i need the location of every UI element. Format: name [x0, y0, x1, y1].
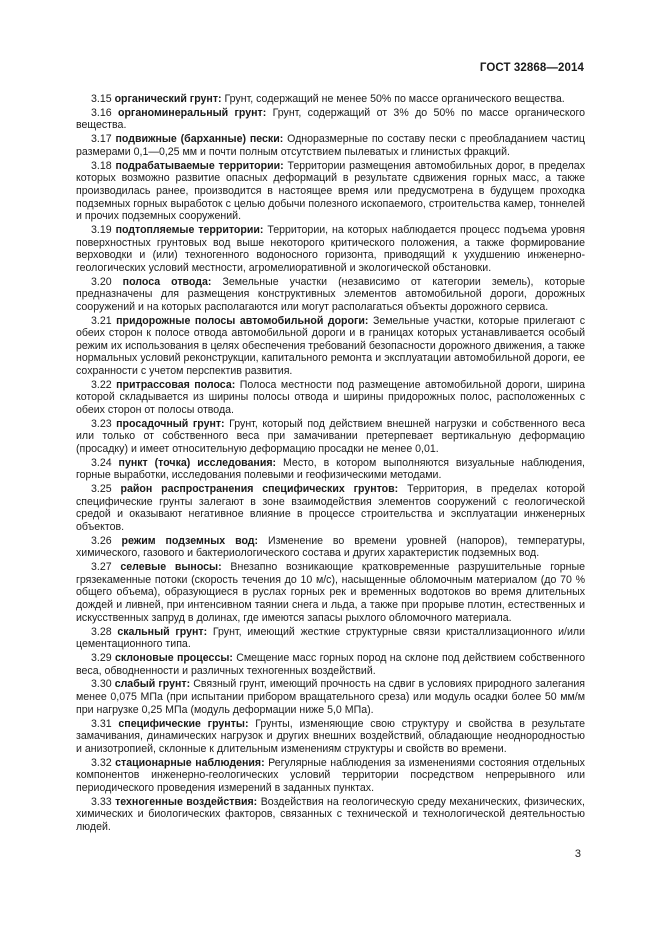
- term-definition: [76, 796, 585, 834]
- term-title: селевые выносы:: [120, 561, 222, 574]
- term-text: Воздействия на геологическую среду механических, физических, химических и биологических факторов, связанных с технической и технологической деятельностью людей.: [76, 795, 585, 833]
- term-title: скальный грунт:: [117, 625, 208, 638]
- term-text: Регулярные наблюдения за изменениями состояния отдельных компонентов инженерно-геологических условий территории посредством непрерывного или периодического проведения измерений в заданных пунктах.: [76, 756, 585, 794]
- term-number: 3.29: [91, 651, 112, 664]
- term-definition: [76, 93, 585, 106]
- term-text: Внезапно возникающие кратковременные разрушительные горные грязекаменные потоки (скорость течения до 10 м/с), насыщенные обломочным материалом (до 70 % общего объема), образующиеся в руслах горных рек и временных водотоков во время длительных дождей и ливней, при интенсивном таянии снега и льда, а также при прорыве плотин, естественных и искусственных запруд в долинах, где имеются запасы рыхлого обломочного материала.: [76, 561, 585, 624]
- term-title: склоновые процессы:: [114, 651, 233, 664]
- term-number: 3.26: [91, 534, 112, 547]
- term-title: полоса отвода:: [122, 275, 212, 288]
- term-text: Грунт, имеющий жесткие структурные связи кристаллизационного и/или цементационного типа.: [76, 625, 585, 651]
- term-title: придорожные полосы автомобильной дороги:: [116, 314, 369, 327]
- term-definition: [76, 561, 585, 624]
- term-definition: [76, 535, 585, 560]
- term-number: 3.17: [91, 133, 112, 146]
- term-text: Территория, в пределах которой специфические грунты залегают в зоне взаимодействия элементов сооружений с геологической средой и оказывают негативное влияние в процессе строительства и эксплуатации инженерных объектов.: [76, 483, 585, 533]
- term-text: Грунт, который под действием внешней нагрузки и собственного веса или только от собственного веса при замачивании претерпевает вертикальную деформацию (просадку) и имеет относительную деформацию просадки не менее 0,01.: [76, 417, 585, 455]
- term-text: Грунт, содержащий от 3% до 50% по массе органического вещества.: [76, 106, 585, 132]
- term-title: режим подземных вод:: [121, 534, 259, 547]
- term-definition: [76, 224, 585, 274]
- term-title: органоминеральный грунт:: [117, 106, 267, 119]
- term-number: 3.25: [91, 483, 112, 496]
- term-number: 3.21: [91, 314, 112, 327]
- term-number: 3.22: [91, 378, 112, 391]
- term-number: 3.33: [91, 795, 112, 808]
- term-number: 3.19: [91, 224, 112, 237]
- term-text: Территории размещения автомобильных дорог, в пределах которых возможно развитие опасных деформаций в результате сдвижения горных масс, а также производилась ранее, производится в настоящее время или предусмотрена в будущем проходка подземных горных выработок с целью добычи полезного ископаемого, строительства камер, тоннелей и прочих подземных сооружений.: [76, 159, 585, 223]
- term-definition: [76, 315, 585, 378]
- term-text: Полоса местности под размещение автомобильной дороги, ширина которой складывается из ширины полосы отвода и ширины придорожных полос, расположенных с обеих сторон от полосы отвода.: [76, 378, 585, 416]
- term-number: 3.24: [91, 456, 112, 469]
- term-title: район распространения специфических грунтов:: [120, 483, 399, 496]
- term-definition: [76, 757, 585, 795]
- term-title: слабый грунт:: [114, 678, 191, 691]
- term-number: 3.15: [91, 93, 112, 105]
- term-number: 3.31: [91, 717, 112, 730]
- term-number: 3.23: [91, 417, 112, 430]
- term-text: Грунт, содержащий не менее 50% по массе органического вещества.: [224, 93, 565, 105]
- term-definition: [76, 276, 585, 314]
- term-title: пункт (точка) исследования:: [118, 456, 277, 469]
- term-text: Земельные участки, которые прилегают с обеих сторон к полосе отвода автомобильной дороги и в границах которых устанавливается особый режим их использования в целях обеспечения требований безопасности дорожного движения, а также нормальных условий реконструкции, капитального ремонта и эксплуатации автомобильной дороги, ее сохранности с учетом перспектив развития.: [76, 314, 585, 377]
- term-title: техногенные воздействия:: [115, 795, 258, 808]
- term-definition: [76, 379, 585, 417]
- term-text: Смещение масс горных пород на склоне под действием собственного веса, обводненности и различных техногенных воздействий.: [76, 651, 585, 677]
- term-definition: [76, 678, 585, 716]
- term-number: 3.30: [91, 678, 112, 691]
- term-title: подрабатываемые территории:: [115, 159, 284, 172]
- term-title: органический грунт:: [114, 93, 222, 105]
- standard-header: ГОСТ 32868—2014: [479, 62, 584, 74]
- term-text: Изменение во времени уровней (напоров), температуры, химического, газового и бактериологического состава и других характеристик подземных вод.: [76, 534, 586, 560]
- term-text: Одноразмерные по составу пески с преобладанием частиц размерами 0,1—0,25 мм и почти полным отсутствием пылеватых и глинистых фракций.: [76, 133, 585, 158]
- term-number: 3.27: [91, 561, 112, 574]
- term-text: Территории, на которых наблюдается процесс подъема уровня поверхностных грунтовых вод выше некоторого критического положения, а также формирование верховодки и (или) техногенного водоносного горизонта, приводящий к ухудшению инженерно-геологических условий местности, агромелиоративной и экологической обстановки.: [76, 224, 585, 274]
- term-text: Связный грунт, имеющий прочность на сдвиг в условиях природного залегания менее 0,075 МПа (при испытании прибором вращательного среза) или модуль осадки более 50 мм/м при нагрузке 0,25 МПа (модуль деформации ниже 5,0 МПа).: [76, 678, 585, 716]
- term-title: подвижные (барханные) пески:: [115, 133, 284, 146]
- term-definition: [76, 160, 585, 223]
- term-text: Место, в котором выполняются визуальные наблюдения, горные выработки, исследования полевыми и геофизическими методами.: [76, 456, 585, 482]
- term-definition: [76, 418, 585, 456]
- term-definition: [76, 457, 585, 482]
- term-title: стационарные наблюдения:: [115, 756, 265, 769]
- term-definition: [76, 107, 585, 132]
- term-title: специфические грунты:: [118, 717, 249, 730]
- term-text: Земельные участки (независимо от категории земель), которые предназначены для размещения конструктивных элементов автомобильной дороги, дорожных сооружений и на которых располагаются или могут располагаться объекты дорожного сервиса.: [76, 275, 585, 313]
- term-number: 3.28: [91, 625, 112, 638]
- term-definition: [76, 718, 585, 756]
- term-title: подтопляемые территории:: [115, 224, 264, 237]
- term-number: 3.18: [91, 159, 112, 172]
- term-definition: [76, 652, 585, 677]
- term-title: просадочный грунт:: [116, 417, 225, 430]
- term-title: притрассовая полоса:: [116, 378, 236, 391]
- term-number: 3.16: [91, 106, 112, 119]
- term-number: 3.32: [91, 756, 112, 769]
- term-definition: [76, 133, 585, 158]
- term-number: 3.20: [91, 275, 112, 288]
- term-definition: [76, 626, 585, 651]
- terms-list: [76, 93, 585, 835]
- page-number: 3: [574, 848, 581, 860]
- term-definition: [76, 483, 585, 533]
- term-text: Грунты, изменяющие свою структуру и свойства в результате замачивания, динамических нагрузок и других внешних воздействий, обладающие неоднородностью и анизотропией, склонные к длительным изменениям структуры и свойств во времени.: [76, 717, 585, 755]
